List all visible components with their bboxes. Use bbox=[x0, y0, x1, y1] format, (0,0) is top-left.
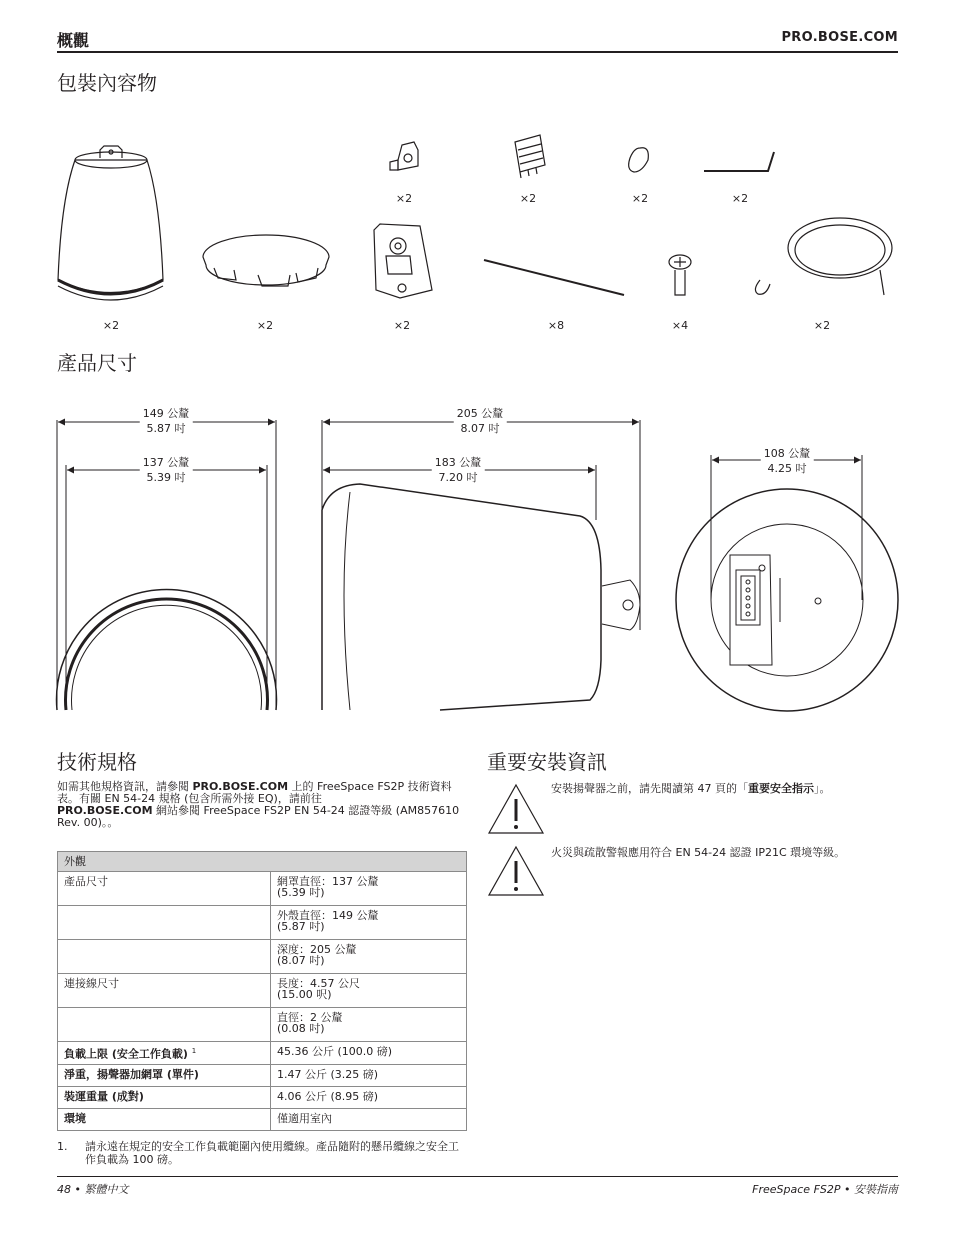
table-header-cell: 外觀 bbox=[58, 852, 467, 872]
spec-value bbox=[271, 974, 467, 1008]
spec-value bbox=[271, 906, 467, 940]
safety-instructions-link[interactable]: 重要安全指示 bbox=[748, 782, 814, 795]
dimension-grille-diameter bbox=[140, 455, 193, 485]
spec-value-line: (8.07 吋) bbox=[277, 954, 325, 967]
warning-icon bbox=[487, 783, 545, 835]
dimension-body-depth bbox=[432, 455, 485, 485]
terminal-connector-illustration bbox=[515, 135, 545, 178]
dimension-in: 5.87 吋 bbox=[146, 422, 186, 435]
table-row bbox=[58, 1042, 467, 1065]
spec-value-line: 深度：205 公釐 bbox=[277, 943, 357, 956]
spec-value: 1.47 公斤 (3.25 磅) bbox=[271, 1064, 467, 1086]
dimension-mm: 149 公釐 bbox=[142, 407, 190, 420]
quantity-label: ×8 bbox=[547, 319, 565, 332]
dimension-mm: 137 公釐 bbox=[142, 456, 190, 469]
table-row bbox=[58, 1008, 467, 1042]
warning-text: 安裝揚聲器之前，請先閱讀第 47 頁的「 bbox=[551, 782, 748, 795]
spec-label: 環境 bbox=[58, 1108, 271, 1130]
footnote-text: 請永遠在規定的安全工作負載範圍內使用纜線。產品隨附的懸吊纜線之安全工作負載為 100 磅。 bbox=[85, 1140, 459, 1166]
intro-link[interactable]: PRO.BOSE.COM bbox=[192, 780, 289, 793]
dimension-mm: 205 公釐 bbox=[456, 407, 504, 420]
table-header-row bbox=[58, 852, 467, 872]
cable-tie-illustration bbox=[484, 260, 624, 295]
grille-illustration bbox=[203, 235, 329, 286]
quantity-label: ×2 bbox=[813, 319, 831, 332]
quantity-label: ×4 bbox=[671, 319, 689, 332]
warning-icon bbox=[487, 845, 545, 897]
intro-text: 如需其他規格資訊，請參閱 bbox=[57, 780, 193, 793]
table-footnote bbox=[57, 1140, 469, 1166]
wall-plate-illustration bbox=[374, 224, 432, 298]
footer-document-title: FreeSpace FS2P • 安裝指南 bbox=[752, 1183, 898, 1196]
spec-value bbox=[271, 940, 467, 974]
screw-illustration bbox=[669, 255, 691, 295]
mounting-bracket-illustration bbox=[390, 142, 418, 170]
table-row bbox=[58, 1064, 467, 1086]
spec-value bbox=[271, 872, 467, 906]
safety-cable-illustration bbox=[755, 218, 892, 295]
spec-value: 45.36 公斤 (100.0 磅) bbox=[271, 1042, 467, 1065]
intro-link[interactable]: PRO.BOSE.COM bbox=[57, 804, 153, 817]
spec-label-text: 負載上限 (安全工作負載) bbox=[64, 1047, 188, 1061]
quantity-label: ×2 bbox=[631, 192, 649, 205]
quantity-label: ×2 bbox=[393, 319, 411, 332]
spec-value: 僅適用室內 bbox=[271, 1108, 467, 1130]
spec-value-line: 長度：4.57 公尺 bbox=[277, 977, 360, 990]
spec-value bbox=[271, 1008, 467, 1042]
dimension-depth bbox=[454, 406, 507, 436]
washer-illustration bbox=[629, 148, 649, 172]
footer-page-number: 48 • 繁體中文 bbox=[57, 1183, 129, 1196]
quantity-label: ×2 bbox=[519, 192, 537, 205]
dimension-back-diameter bbox=[761, 446, 814, 476]
spec-label bbox=[58, 940, 271, 974]
back-view-drawing bbox=[676, 455, 898, 711]
intro-text: 上的 FreeSpace FS2P 技術資料表。有關 EN 54-24 規格 (包含所需外接 EQ)，請前往 bbox=[57, 780, 452, 805]
specifications-table bbox=[57, 851, 467, 1131]
warning-text-en54: 火災與疏散警報應用符合 EN 54-24 認證 IP21C 環境等級。 bbox=[551, 846, 846, 859]
speaker-illustration bbox=[58, 146, 163, 300]
quantity-label: ×2 bbox=[256, 319, 274, 332]
spec-value-line: (15.00 呎) bbox=[277, 988, 332, 1001]
quantity-label: ×2 bbox=[395, 192, 413, 205]
specifications-heading: 技術規格 bbox=[57, 750, 137, 774]
site-link[interactable]: PRO.BOSE.COM bbox=[781, 30, 898, 45]
spec-value: 4.06 公斤 (8.95 磅) bbox=[271, 1086, 467, 1108]
spec-value-line: 網罩直徑：137 公釐 bbox=[277, 875, 379, 888]
spec-label bbox=[58, 906, 271, 940]
footnote-number: 1. bbox=[57, 1140, 68, 1153]
dimension-in: 5.39 吋 bbox=[146, 471, 186, 484]
table-row bbox=[58, 1086, 467, 1108]
dimension-in: 8.07 吋 bbox=[460, 422, 500, 435]
spec-label: 裝運重量 (成對) bbox=[58, 1086, 271, 1108]
spec-label bbox=[58, 1042, 271, 1065]
quantity-label: ×2 bbox=[102, 319, 120, 332]
warning-text-safety bbox=[551, 782, 891, 795]
intro-text: 網站參閱 FreeSpace FS2P EN 54-24 認證等級 (AM857610 Rev. 00)。。 bbox=[57, 804, 460, 829]
table-row bbox=[58, 906, 467, 940]
table-row bbox=[58, 974, 467, 1008]
package-contents-illustration bbox=[0, 130, 954, 310]
footer-rule bbox=[57, 1176, 898, 1177]
spec-label: 產品尺寸 bbox=[58, 872, 271, 906]
dimension-outer-diameter bbox=[140, 406, 193, 436]
spec-label: 連接線尺寸 bbox=[58, 974, 271, 1008]
spec-value-line: 外殼直徑：149 公釐 bbox=[277, 909, 379, 922]
specifications-intro bbox=[57, 781, 467, 829]
table-row bbox=[58, 940, 467, 974]
header-rule bbox=[57, 51, 898, 53]
table-row bbox=[58, 1108, 467, 1130]
spec-label: 淨重，揚聲器加網罩 (單件) bbox=[58, 1064, 271, 1086]
hex-key-illustration bbox=[704, 152, 774, 171]
install-info-heading: 重要安裝資訊 bbox=[487, 750, 607, 774]
dimension-mm: 183 公釐 bbox=[434, 456, 482, 469]
dimension-in: 7.20 吋 bbox=[438, 471, 478, 484]
package-contents-heading: 包裝內容物 bbox=[57, 71, 157, 95]
spec-value-line: (5.39 吋) bbox=[277, 886, 325, 899]
section-title: 概觀 bbox=[57, 31, 90, 50]
dimension-mm: 108 公釐 bbox=[763, 447, 811, 460]
quantity-label: ×2 bbox=[731, 192, 749, 205]
spec-value-line: 直徑：2 公釐 bbox=[277, 1011, 343, 1024]
warning-text: 」。 bbox=[814, 782, 831, 795]
product-dimensions-heading: 產品尺寸 bbox=[57, 351, 137, 375]
spec-value-line: (5.87 吋) bbox=[277, 920, 325, 933]
dimension-in: 4.25 吋 bbox=[767, 462, 807, 475]
footnote-marker: 1 bbox=[191, 1047, 197, 1055]
spec-label bbox=[58, 1008, 271, 1042]
spec-value-line: (0.08 吋) bbox=[277, 1022, 325, 1035]
table-row bbox=[58, 872, 467, 906]
